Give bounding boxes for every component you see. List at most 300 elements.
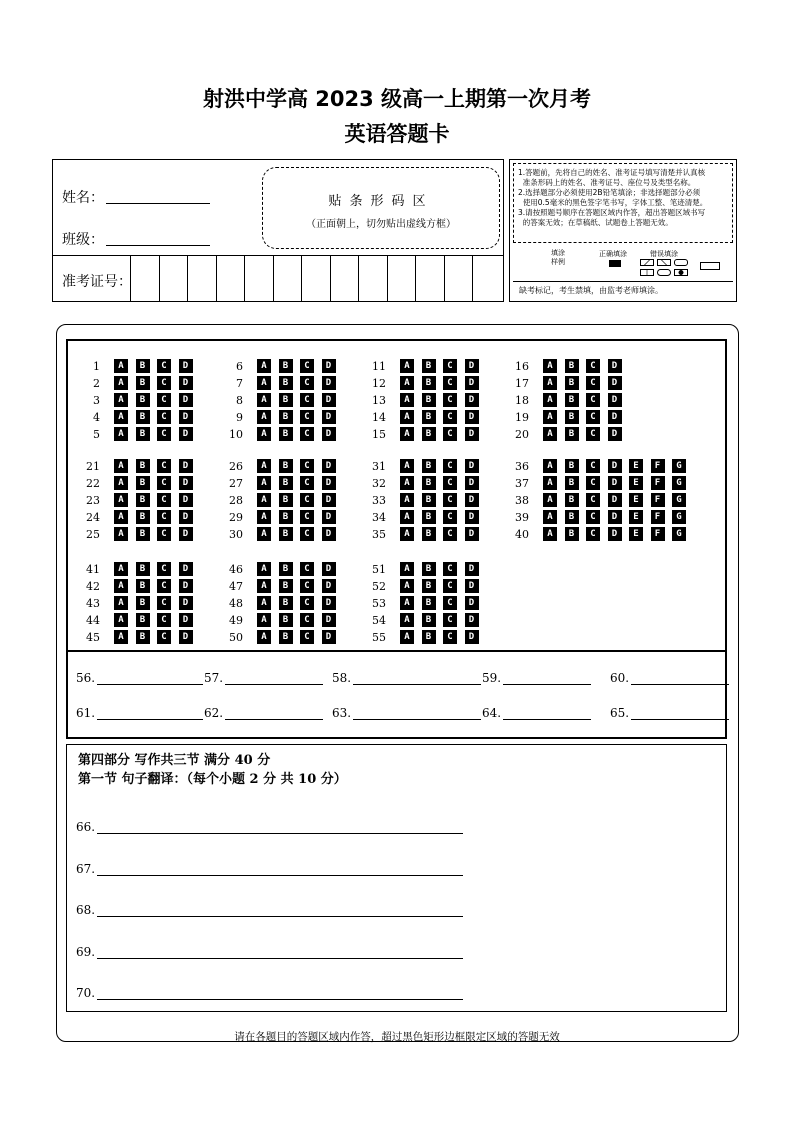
choice-bubble-f[interactable]: F bbox=[651, 476, 665, 490]
notice-line: 2.选择题部分必须使用2B铅笔填涂；非选择题部分必须 bbox=[518, 188, 701, 197]
choice-bubble-e[interactable]: E bbox=[629, 476, 643, 490]
question-number: 33 bbox=[372, 494, 386, 507]
choice-bubble-a[interactable]: A bbox=[543, 527, 557, 541]
question-number: 12 bbox=[372, 377, 386, 390]
choice-bubble-b[interactable]: B bbox=[279, 359, 293, 373]
choice-bubble-a[interactable]: A bbox=[400, 596, 414, 610]
translation-answer-line[interactable] bbox=[97, 944, 463, 959]
choice-bubble-a[interactable]: A bbox=[257, 596, 271, 610]
choice-bubble-c[interactable]: C bbox=[300, 579, 314, 593]
choice-bubble-d[interactable]: D bbox=[322, 596, 336, 610]
id-digit-cell[interactable] bbox=[130, 255, 159, 301]
choice-bubble-d[interactable]: D bbox=[179, 493, 193, 507]
choice-bubble-c[interactable]: C bbox=[300, 596, 314, 610]
choice-bubble-d[interactable]: D bbox=[465, 359, 479, 373]
choice-bubble-b[interactable]: B bbox=[136, 410, 150, 424]
choice-bubble-d[interactable]: D bbox=[179, 476, 193, 490]
choice-bubble-b[interactable]: B bbox=[422, 459, 436, 473]
choice-bubble-c[interactable]: C bbox=[586, 459, 600, 473]
choice-bubble-d[interactable]: D bbox=[608, 410, 622, 424]
choice-bubble-b[interactable]: B bbox=[279, 596, 293, 610]
choice-bubble-a[interactable]: A bbox=[257, 410, 271, 424]
choice-bubble-a[interactable]: A bbox=[114, 427, 128, 441]
choice-bubble-a[interactable]: A bbox=[114, 613, 128, 627]
question-number: 55 bbox=[372, 631, 386, 644]
choice-bubble-a[interactable]: A bbox=[400, 630, 414, 644]
choice-bubble-c[interactable]: C bbox=[157, 510, 171, 524]
choice-bubble-b[interactable]: B bbox=[565, 476, 579, 490]
choice-bubble-b[interactable]: B bbox=[136, 359, 150, 373]
fill-in-answer-line[interactable] bbox=[225, 670, 323, 685]
choice-bubble-a[interactable]: A bbox=[257, 579, 271, 593]
choice-bubble-c[interactable]: C bbox=[443, 579, 457, 593]
choice-bubble-c[interactable]: C bbox=[157, 410, 171, 424]
choice-bubble-e[interactable]: E bbox=[629, 527, 643, 541]
question-number: 32 bbox=[372, 477, 386, 490]
choice-bubble-d[interactable]: D bbox=[465, 596, 479, 610]
choice-bubble-a[interactable]: A bbox=[114, 630, 128, 644]
choice-bubble-d[interactable]: D bbox=[608, 510, 622, 524]
choice-bubble-d[interactable]: D bbox=[465, 459, 479, 473]
choice-bubble-c[interactable]: C bbox=[443, 427, 457, 441]
question-number: 44 bbox=[86, 614, 100, 627]
choice-bubble-c[interactable]: C bbox=[157, 596, 171, 610]
choice-bubble-g[interactable]: G bbox=[672, 476, 686, 490]
choice-bubble-b[interactable]: B bbox=[279, 376, 293, 390]
choice-bubble-a[interactable]: A bbox=[543, 476, 557, 490]
choice-bubble-b[interactable]: B bbox=[279, 410, 293, 424]
choice-bubble-b[interactable]: B bbox=[422, 410, 436, 424]
choice-bubble-b[interactable]: B bbox=[422, 613, 436, 627]
choice-bubble-b[interactable]: B bbox=[279, 493, 293, 507]
choice-bubble-b[interactable]: B bbox=[136, 562, 150, 576]
choice-bubble-b[interactable]: B bbox=[136, 596, 150, 610]
choice-bubble-d[interactable]: D bbox=[465, 393, 479, 407]
translation-item bbox=[76, 902, 463, 917]
id-digit-cell[interactable] bbox=[187, 255, 216, 301]
choice-bubble-d[interactable]: D bbox=[179, 579, 193, 593]
notice-text bbox=[513, 163, 733, 243]
choice-bubble-a[interactable]: A bbox=[400, 476, 414, 490]
choice-bubble-b[interactable]: B bbox=[422, 476, 436, 490]
translation-answer-line[interactable] bbox=[97, 819, 463, 834]
choice-bubble-c[interactable]: C bbox=[300, 562, 314, 576]
choice-bubble-c[interactable]: C bbox=[443, 476, 457, 490]
translation-answer-line[interactable] bbox=[97, 985, 463, 1000]
choice-bubble-d[interactable]: D bbox=[608, 476, 622, 490]
choice-bubble-c[interactable]: C bbox=[157, 476, 171, 490]
id-digit-cell[interactable] bbox=[216, 255, 245, 301]
choice-bubble-b[interactable]: B bbox=[565, 459, 579, 473]
choice-bubble-b[interactable]: B bbox=[136, 427, 150, 441]
question-number: 9 bbox=[236, 411, 243, 424]
choice-bubble-a[interactable]: A bbox=[114, 579, 128, 593]
choice-bubble-d[interactable]: D bbox=[465, 427, 479, 441]
choice-bubble-d[interactable]: D bbox=[179, 630, 193, 644]
choice-bubble-a[interactable]: A bbox=[257, 630, 271, 644]
choice-bubble-c[interactable]: C bbox=[586, 527, 600, 541]
fill-in-answer-line[interactable] bbox=[97, 705, 203, 720]
choice-bubble-c[interactable]: C bbox=[443, 630, 457, 644]
choice-bubble-c[interactable]: C bbox=[300, 359, 314, 373]
fill-in-item bbox=[610, 670, 729, 685]
choice-bubble-c[interactable]: C bbox=[586, 410, 600, 424]
choice-bubble-c[interactable]: C bbox=[300, 410, 314, 424]
choice-bubble-d[interactable]: D bbox=[322, 427, 336, 441]
choice-bubble-a[interactable]: A bbox=[400, 427, 414, 441]
choice-bubble-f[interactable]: F bbox=[651, 459, 665, 473]
choice-bubble-g[interactable]: G bbox=[672, 459, 686, 473]
choice-bubble-c[interactable]: C bbox=[586, 476, 600, 490]
barcode-title: 贴条形码区 bbox=[328, 194, 434, 209]
choice-bubble-c[interactable]: C bbox=[443, 493, 457, 507]
choice-bubble-b[interactable]: B bbox=[279, 393, 293, 407]
choice-bubble-c[interactable]: C bbox=[443, 527, 457, 541]
choice-bubble-f[interactable]: F bbox=[651, 493, 665, 507]
choice-bubble-d[interactable]: D bbox=[322, 562, 336, 576]
fill-in-answer-line[interactable] bbox=[353, 705, 481, 720]
choice-bubble-c[interactable]: C bbox=[157, 459, 171, 473]
choice-bubble-a[interactable]: A bbox=[400, 459, 414, 473]
choice-bubble-g[interactable]: G bbox=[672, 493, 686, 507]
choice-bubble-d[interactable]: D bbox=[322, 476, 336, 490]
choice-bubble-c[interactable]: C bbox=[443, 510, 457, 524]
choice-bubble-d[interactable]: D bbox=[465, 630, 479, 644]
choice-bubble-b[interactable]: B bbox=[136, 493, 150, 507]
choice-bubble-b[interactable]: B bbox=[565, 493, 579, 507]
choice-bubble-b[interactable]: B bbox=[422, 510, 436, 524]
choice-bubble-f[interactable]: F bbox=[651, 510, 665, 524]
choice-bubble-c[interactable]: C bbox=[157, 359, 171, 373]
choice-bubble-c[interactable]: C bbox=[157, 579, 171, 593]
choice-bubble-e[interactable]: E bbox=[629, 510, 643, 524]
absent-mark-note: 缺考标记，考生禁填，由监考老师填涂。 bbox=[513, 281, 733, 299]
choice-bubble-c[interactable]: C bbox=[300, 630, 314, 644]
choice-bubble-c[interactable]: C bbox=[443, 613, 457, 627]
choice-bubble-c[interactable]: C bbox=[300, 393, 314, 407]
choice-bubble-d[interactable]: D bbox=[322, 493, 336, 507]
choice-bubble-d[interactable]: D bbox=[465, 579, 479, 593]
fill-in-box bbox=[66, 652, 727, 739]
choice-bubble-a[interactable]: A bbox=[400, 410, 414, 424]
class-field[interactable] bbox=[106, 229, 210, 246]
choice-bubble-b[interactable]: B bbox=[422, 596, 436, 610]
choice-bubble-a[interactable]: A bbox=[114, 510, 128, 524]
choice-bubble-c[interactable]: C bbox=[157, 527, 171, 541]
choice-bubble-d[interactable]: D bbox=[608, 376, 622, 390]
choice-bubble-c[interactable]: C bbox=[443, 459, 457, 473]
choice-bubble-b[interactable]: B bbox=[565, 359, 579, 373]
choice-bubble-d[interactable]: D bbox=[179, 393, 193, 407]
choice-bubble-d[interactable]: D bbox=[608, 393, 622, 407]
choice-bubble-c[interactable]: C bbox=[586, 427, 600, 441]
question-number: 37 bbox=[515, 477, 529, 490]
translation-item bbox=[76, 944, 463, 959]
choice-bubble-d[interactable]: D bbox=[322, 579, 336, 593]
choice-bubble-c[interactable]: C bbox=[157, 376, 171, 390]
choice-bubble-d[interactable]: D bbox=[322, 630, 336, 644]
choice-bubble-b[interactable]: B bbox=[422, 562, 436, 576]
choice-bubble-a[interactable]: A bbox=[400, 493, 414, 507]
choice-bubble-a[interactable]: A bbox=[257, 613, 271, 627]
choice-bubble-a[interactable]: A bbox=[257, 562, 271, 576]
choice-bubble-c[interactable]: C bbox=[300, 427, 314, 441]
barcode-instruction: （正面朝上，切勿贴出虚线方框） bbox=[306, 219, 456, 230]
choice-bubble-g[interactable]: G bbox=[672, 527, 686, 541]
choice-bubble-c[interactable]: C bbox=[157, 427, 171, 441]
choice-bubble-d[interactable]: D bbox=[179, 427, 193, 441]
choice-bubble-b[interactable]: B bbox=[279, 459, 293, 473]
choice-bubble-b[interactable]: B bbox=[279, 510, 293, 524]
choice-bubble-d[interactable]: D bbox=[322, 510, 336, 524]
question-number: 11 bbox=[372, 360, 386, 373]
choice-bubble-a[interactable]: A bbox=[400, 510, 414, 524]
id-digit-cell[interactable] bbox=[444, 255, 473, 301]
choice-bubble-a[interactable]: A bbox=[257, 493, 271, 507]
choice-bubble-b[interactable]: B bbox=[565, 393, 579, 407]
choice-bubble-b[interactable]: B bbox=[136, 459, 150, 473]
choice-bubble-b[interactable]: B bbox=[279, 579, 293, 593]
choice-bubble-b[interactable]: B bbox=[136, 527, 150, 541]
choice-bubble-c[interactable]: C bbox=[586, 510, 600, 524]
choice-bubble-b[interactable]: B bbox=[136, 376, 150, 390]
choice-bubble-b[interactable]: B bbox=[136, 579, 150, 593]
choice-bubble-d[interactable]: D bbox=[608, 359, 622, 373]
choice-bubble-d[interactable]: D bbox=[608, 459, 622, 473]
translation-item bbox=[76, 861, 463, 876]
choice-bubble-d[interactable]: D bbox=[608, 527, 622, 541]
fill-in-answer-line[interactable] bbox=[225, 705, 323, 720]
id-number-cells[interactable] bbox=[130, 255, 501, 301]
choice-bubble-a[interactable]: A bbox=[543, 410, 557, 424]
fill-in-answer-line[interactable] bbox=[503, 705, 591, 720]
choice-bubble-d[interactable]: D bbox=[465, 562, 479, 576]
fill-in-answer-line[interactable] bbox=[503, 670, 591, 685]
id-digit-cell[interactable] bbox=[244, 255, 273, 301]
choice-bubble-b[interactable]: B bbox=[279, 613, 293, 627]
choice-bubble-b[interactable]: B bbox=[565, 510, 579, 524]
choice-bubble-b[interactable]: B bbox=[136, 630, 150, 644]
choice-bubble-a[interactable]: A bbox=[543, 510, 557, 524]
choice-bubble-b[interactable]: B bbox=[565, 410, 579, 424]
choice-bubble-d[interactable]: D bbox=[179, 410, 193, 424]
choice-bubble-d[interactable]: D bbox=[465, 613, 479, 627]
choice-bubble-c[interactable]: C bbox=[586, 376, 600, 390]
choice-bubble-a[interactable]: A bbox=[543, 359, 557, 373]
id-digit-cell[interactable] bbox=[472, 255, 501, 301]
choice-bubble-b[interactable]: B bbox=[565, 376, 579, 390]
choice-bubble-a[interactable]: A bbox=[543, 459, 557, 473]
choice-bubble-c[interactable]: C bbox=[586, 393, 600, 407]
choice-bubble-d[interactable]: D bbox=[179, 562, 193, 576]
choice-bubble-a[interactable]: A bbox=[257, 376, 271, 390]
choice-bubble-b[interactable]: B bbox=[279, 527, 293, 541]
fill-in-answer-line[interactable] bbox=[353, 670, 481, 685]
choice-bubble-b[interactable]: B bbox=[422, 393, 436, 407]
choice-bubble-d[interactable]: D bbox=[608, 493, 622, 507]
fill-in-answer-line[interactable] bbox=[97, 670, 203, 685]
id-digit-cell[interactable] bbox=[159, 255, 188, 301]
choice-bubble-d[interactable]: D bbox=[322, 376, 336, 390]
id-digit-cell[interactable] bbox=[273, 255, 302, 301]
choice-bubble-b[interactable]: B bbox=[422, 579, 436, 593]
choice-bubble-c[interactable]: C bbox=[300, 476, 314, 490]
choice-bubble-c[interactable]: C bbox=[443, 359, 457, 373]
choice-bubble-b[interactable]: B bbox=[565, 527, 579, 541]
choice-bubble-b[interactable]: B bbox=[565, 427, 579, 441]
choice-bubble-a[interactable]: A bbox=[543, 376, 557, 390]
choice-bubble-a[interactable]: A bbox=[114, 359, 128, 373]
choice-bubble-d[interactable]: D bbox=[465, 527, 479, 541]
choice-bubble-a[interactable]: A bbox=[114, 562, 128, 576]
choice-bubble-a[interactable]: A bbox=[543, 493, 557, 507]
choice-bubble-a[interactable]: A bbox=[400, 527, 414, 541]
choice-bubble-e[interactable]: E bbox=[629, 493, 643, 507]
question-number: 19 bbox=[515, 411, 529, 424]
choice-bubble-a[interactable]: A bbox=[400, 579, 414, 593]
choice-bubble-b[interactable]: B bbox=[136, 476, 150, 490]
translation-answer-line[interactable] bbox=[97, 861, 463, 876]
fill-in-answer-line[interactable] bbox=[631, 670, 729, 685]
question-number: 16 bbox=[515, 360, 529, 373]
choice-bubble-d[interactable]: D bbox=[179, 359, 193, 373]
choice-bubble-b[interactable]: B bbox=[422, 493, 436, 507]
choice-bubble-a[interactable]: A bbox=[257, 459, 271, 473]
absent-mark-box[interactable] bbox=[700, 262, 720, 270]
choice-bubble-d[interactable]: D bbox=[179, 527, 193, 541]
choice-bubble-a[interactable]: A bbox=[400, 393, 414, 407]
fill-in-item bbox=[204, 670, 323, 685]
choice-bubble-b[interactable]: B bbox=[136, 510, 150, 524]
choice-bubble-c[interactable]: C bbox=[586, 493, 600, 507]
choice-bubble-b[interactable]: B bbox=[422, 527, 436, 541]
choice-bubble-d[interactable]: D bbox=[322, 359, 336, 373]
choice-bubble-a[interactable]: A bbox=[543, 427, 557, 441]
choice-bubble-c[interactable]: C bbox=[157, 630, 171, 644]
question-number: 3 bbox=[93, 394, 100, 407]
choice-bubble-b[interactable]: B bbox=[279, 562, 293, 576]
choice-bubble-a[interactable]: A bbox=[114, 527, 128, 541]
choice-bubble-f[interactable]: F bbox=[651, 527, 665, 541]
choice-bubble-c[interactable]: C bbox=[300, 510, 314, 524]
fill-in-item bbox=[76, 705, 203, 720]
wrong-sample-cross bbox=[657, 259, 671, 266]
choice-bubble-b[interactable]: B bbox=[136, 393, 150, 407]
id-digit-cell[interactable] bbox=[358, 255, 387, 301]
choice-bubble-c[interactable]: C bbox=[586, 359, 600, 373]
choice-bubble-a[interactable]: A bbox=[114, 410, 128, 424]
choice-bubble-b[interactable]: B bbox=[136, 613, 150, 627]
choice-bubble-c[interactable]: C bbox=[443, 562, 457, 576]
choice-bubble-d[interactable]: D bbox=[322, 410, 336, 424]
choice-bubble-d[interactable]: D bbox=[465, 493, 479, 507]
choice-bubble-b[interactable]: B bbox=[279, 476, 293, 490]
choice-bubble-d[interactable]: D bbox=[465, 476, 479, 490]
choice-bubble-b[interactable]: B bbox=[279, 427, 293, 441]
choice-bubble-d[interactable]: D bbox=[465, 510, 479, 524]
choice-bubble-c[interactable]: C bbox=[300, 613, 314, 627]
choice-bubble-c[interactable]: C bbox=[157, 562, 171, 576]
choice-bubble-c[interactable]: C bbox=[157, 613, 171, 627]
choice-bubble-d[interactable]: D bbox=[322, 613, 336, 627]
id-digit-cell[interactable] bbox=[301, 255, 330, 301]
choice-bubble-d[interactable]: D bbox=[465, 410, 479, 424]
choice-bubble-a[interactable]: A bbox=[257, 427, 271, 441]
choice-bubble-b[interactable]: B bbox=[279, 630, 293, 644]
choice-bubble-a[interactable]: A bbox=[257, 393, 271, 407]
card-title: 英语答题卡 bbox=[344, 122, 450, 146]
translation-answer-line[interactable] bbox=[97, 902, 463, 917]
fill-in-answer-line[interactable] bbox=[631, 705, 729, 720]
choice-bubble-c[interactable]: C bbox=[443, 410, 457, 424]
choice-bubble-c[interactable]: C bbox=[300, 493, 314, 507]
choice-bubble-a[interactable]: A bbox=[114, 596, 128, 610]
choice-bubble-a[interactable]: A bbox=[543, 393, 557, 407]
choice-bubble-a[interactable]: A bbox=[114, 376, 128, 390]
choice-bubble-d[interactable]: D bbox=[179, 510, 193, 524]
choice-bubble-b[interactable]: B bbox=[422, 427, 436, 441]
choice-bubble-a[interactable]: A bbox=[400, 613, 414, 627]
fill-in-number: 62. bbox=[204, 706, 224, 720]
question-number: 31 bbox=[372, 460, 386, 473]
choice-bubble-a[interactable]: A bbox=[400, 562, 414, 576]
choice-bubble-d[interactable]: D bbox=[608, 427, 622, 441]
choice-bubble-d[interactable]: D bbox=[322, 459, 336, 473]
choice-bubble-d[interactable]: D bbox=[322, 393, 336, 407]
choice-bubble-d[interactable]: D bbox=[179, 459, 193, 473]
choice-bubble-a[interactable]: A bbox=[257, 527, 271, 541]
choice-bubble-a[interactable]: A bbox=[114, 493, 128, 507]
choice-bubble-c[interactable]: C bbox=[300, 376, 314, 390]
choice-bubble-a[interactable]: A bbox=[400, 359, 414, 373]
choice-bubble-c[interactable]: C bbox=[443, 393, 457, 407]
choice-bubble-c[interactable]: C bbox=[443, 376, 457, 390]
choice-bubble-d[interactable]: D bbox=[322, 527, 336, 541]
choice-bubble-a[interactable]: A bbox=[114, 476, 128, 490]
choice-bubble-d[interactable]: D bbox=[179, 376, 193, 390]
choice-bubble-a[interactable]: A bbox=[114, 393, 128, 407]
question-number: 18 bbox=[515, 394, 529, 407]
id-digit-cell[interactable] bbox=[330, 255, 359, 301]
choice-bubble-c[interactable]: C bbox=[300, 459, 314, 473]
choice-bubble-a[interactable]: A bbox=[257, 359, 271, 373]
choice-bubble-c[interactable]: C bbox=[157, 393, 171, 407]
choice-bubble-d[interactable]: D bbox=[179, 596, 193, 610]
question-number: 52 bbox=[372, 580, 386, 593]
choice-bubble-b[interactable]: B bbox=[422, 376, 436, 390]
choice-bubble-a[interactable]: A bbox=[257, 476, 271, 490]
question-number: 6 bbox=[236, 360, 243, 373]
id-digit-cell[interactable] bbox=[415, 255, 444, 301]
choice-bubble-g[interactable]: G bbox=[672, 510, 686, 524]
choice-bubble-d[interactable]: D bbox=[465, 376, 479, 390]
question-number: 41 bbox=[86, 563, 100, 576]
choice-bubble-c[interactable]: C bbox=[157, 493, 171, 507]
question-number: 8 bbox=[236, 394, 243, 407]
translation-item bbox=[76, 819, 463, 834]
choice-bubble-a[interactable]: A bbox=[400, 376, 414, 390]
choice-bubble-a[interactable]: A bbox=[114, 459, 128, 473]
choice-bubble-c[interactable]: C bbox=[300, 527, 314, 541]
choice-bubble-d[interactable]: D bbox=[179, 613, 193, 627]
choice-bubble-c[interactable]: C bbox=[443, 596, 457, 610]
id-digit-cell[interactable] bbox=[387, 255, 416, 301]
choice-bubble-b[interactable]: B bbox=[422, 630, 436, 644]
choice-bubble-b[interactable]: B bbox=[422, 359, 436, 373]
choice-bubble-e[interactable]: E bbox=[629, 459, 643, 473]
name-field[interactable] bbox=[106, 187, 210, 204]
choice-bubble-a[interactable]: A bbox=[257, 510, 271, 524]
